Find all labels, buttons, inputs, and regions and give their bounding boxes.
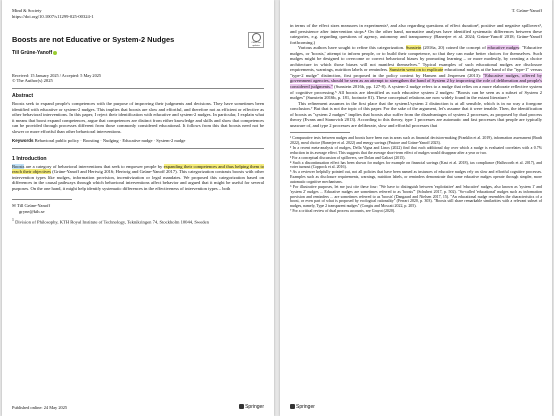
footnote: ¹ Comparative tests between nudges and boosts have been run in areas such as financial decision-making (Franklin et al. 2019), information assessment (Bradt 2022), meal choice (Banerjee et al. 2022) and energy savings (Pastore and Grüne-Yanoff 2023). [290, 135, 542, 146]
published-date: Published online: 24 May 2025 [12, 405, 68, 410]
copyright: © The Author(s) 2025 [12, 78, 53, 84]
highlight-sunstein-explicate: Sunstein went on to explicate [389, 67, 444, 73]
springer-horse-icon [239, 404, 244, 409]
correspondence-author: ✉ Till Grüne-Yanoff [12, 203, 51, 209]
highlight-expanding-competences: expanding their competences and thus helping them to reach their objectives [12, 163, 264, 175]
footnote: ⁴ Such a discontinuation effect has been shown for nudges for example on financial savings (Kast et al. 2018), tax compliance (Hallsworth et al. 2017), and voter turnout (Coppock et al. 2016). [290, 159, 542, 170]
highlight-sunstein: Sunstein [405, 45, 422, 51]
author-line [12, 50, 264, 56]
highlight-quote-system2: "Educative nudges, offered by government agencies, should be seen as an attempt to strengthen the hand of System 2 by improving the role of deliberation and people's considered judgments." [290, 72, 542, 90]
abstract-heading: Abstract [12, 92, 34, 99]
orcid-icon[interactable] [53, 51, 57, 55]
update-icon [252, 33, 261, 42]
paragraph-2: Various authors have sought to refine this categorization. Sunstein (2016a, 20) coined the concept of educative nudges: "Educative nudges, or 'boosts,' attempt to inform people, or to build their competence, so that they can make better choices for themselves. Such nudges might be designed to overcome or correct behavioral biases by promoting learning – or more modestly, by creating a choice architecture in which those biases will not manifest themselves." Typical examples of such educational nudges are disclosure requirements, warnings, nutrition labels or reminders. Sunstein went on to explicate educational nudges at the hand of the "type-1" versus "type-2 nudge" distinction, first proposed in the policy context by Hansen and Jespersen (2013): "Educative nudges, offered by government agencies, should be seen as an attempt to strengthen the hand of System 2 by improving the role of deliberation and people's considered judgments." (Sunstein 2016b, pp. 127-8). A system-2 nudge refers to a nudge that relies on a more elaborate reflective system of cognitive processing.⁵ All boosts are identified as such educative system 2 nudges: "Boosts can be seen as a subset of System 2 nudges" (Sunstein 2016b, p. 181, footnote 81). These conceptual relations are now widely found in the extant literature.⁶ [290, 45, 542, 101]
footnote: ⁵ As a reviewer helpfully pointed out, not all policies that have been named as instances of educative nudges rely on slow and effortful cognitive processes. Examples such as disclosure requirements, warnings, nutrition labels, or reminders demonstrate that some educative nudges operate through simpler, more automatic cognitive mechanisms. [290, 169, 542, 184]
left-page [2, 0, 274, 416]
springer-horse-icon [290, 404, 295, 409]
badge-text: Check for updates [251, 42, 261, 47]
intro-paragraph: Boosts are a category of behavioral interventions that seek to empower people by expanding their competences and thus helping them to reach their objectives (Grüne-Yanoff and Hertwig 2016; Hertwig and Grüne-Yanoff 2017). This categorization contrasts boosts with other intervention types like nudges, information provision, incentivization or legal mandates. We proposed this categorization based on differences in the causal pathways through which behavioral interventions affect behavior and argued that it might be useful for several purposes. On the one hand, it might help identify systematic differences in the effectiveness of intervention types – both [12, 163, 264, 191]
running-head: T. Grüne-Yanoff [511, 8, 542, 13]
footnote: ² In a recent meta-analysis of nudges, Della Vigna and Linos (2022) find that each additional day over which a nudge is evaluated correlates with a 0.7% reduction in its average effect. This suggests that the average short-term effect of nudges would disappear after a year or two. [290, 145, 542, 155]
keywords [12, 138, 264, 143]
abstract-text: Boosts seek to expand people's competences with the purpose of improving their judgments and decisions. They have sometimes been identified with educative or system-2 nudges. This implies that boosts are slow and effortful, and therefore not as efficient or effective as other behavioral interventions. In this paper, I reject their identification with educative and system-2 nudges. In particular, I explain what it means that boost expand competences, argue that competences are distinct from either knowledge and skills and show that competences can be provided through processes different from those commonly considered educational. It follows from this that boosts need not be slower or more effortful than other behavioral interventions. [12, 100, 264, 134]
footnotes [290, 136, 542, 214]
keywords-label: Keywords [12, 138, 34, 144]
footnote: ⁷ For a critical review of dual process accounts, see Grayot (2020). [290, 208, 396, 214]
springer-logo: Springer [239, 404, 264, 410]
keywords-list: Behavioral public policy · Boosting · Nudging · Educative nudge · System-2 nudge [34, 138, 186, 144]
footnote: ³ For a conceptual discussion of spillovers, see Dolan and Galizzi (2015). [290, 154, 406, 160]
check-for-updates-badge[interactable] [248, 32, 264, 48]
journal-name: Mind & Society [12, 8, 42, 13]
author-name: Till Grüne-Yanoff [12, 50, 53, 57]
highlight-boosts: Boosts [12, 163, 25, 169]
intro-heading: 1 Introduction [12, 155, 47, 162]
doi-link[interactable]: https://doi.org/10.1007/s11299-025-00324-1 [12, 13, 94, 19]
divider [12, 148, 264, 149]
footnote: ⁶ For illustrative purposes, let me just cite these four: "We have to distinguish between 'exploitative' and 'educative' nudges, also known as 'system 1' and 'system 2' nudges ... Educative nudges are sometimes referred to as 'boosts'" (Schubert 2017, p. 502). "So-called 'educational' nudges such as information provision and reminders ... are sometimes referred to as 'boosts' (Dangaard and Nielsen 2017, 15). "An educational nudge resembles the characteristics of a boost, or even part of what is proposed by ecological rationality" (Ferrari 2020, p. 303). "Boosts still share remarkable similarities with a relevant subset of nudges, namely, Type 2 transparent nudges" (Congiu and Moscati 2022, p. 205). [290, 183, 542, 209]
paragraph-1: in terms of the effect sizes measures in experiments¹, and also regarding questions of effect duration², positive and negative spillovers³, and persistence after intervention stops.⁴ On the other hand, normative analyses have identified systematic differences between these categories, e.g. regarding questions of agency, autonomy and transparency (Banerjee et al. 2024; Grüne-Yanoff 2018; Grüne-Yanoff forthcoming.) [290, 23, 542, 45]
divider [12, 88, 264, 89]
footnote-divider [290, 132, 350, 133]
received-accepted-dates: Received: 15 January 2025 / Accepted: 5 May 2025 [12, 73, 102, 79]
highlight-educative-nudges: educative nudges [487, 45, 520, 51]
springer-logo: Springer [290, 404, 315, 410]
correspondence-email[interactable]: gryne@kth.se [19, 209, 45, 214]
footnote-divider [12, 199, 72, 200]
right-page [280, 0, 552, 416]
paper-title: Boosts are not Educative or System-2 Nudges [12, 35, 175, 45]
affiliation: $^1$ Division of Philosophy, KTH Royal Institute of Technology, Teknikringen 74, Stockholm 10044, Sweden [12, 217, 209, 225]
paragraph-3: This refinement assumes in the first place that the system1/system 2 distinction is at all sensible, which is in no way a foregone conclusion.⁷ But that is not the topic of this paper. For the sake of the argument, let's assume that it were tenable. Then, the identification of boosts as "system 2 nudges" implies that boosts also suffer from the disadvantages of system 2 processes, as proposed by dual process theory (Evans and Stanovich 2013). According to this theory, type 1 processes are automatic and fast processes that people are typically unaware of, and type 2 processes are deliberate, slow and effortful processes that [290, 100, 542, 128]
